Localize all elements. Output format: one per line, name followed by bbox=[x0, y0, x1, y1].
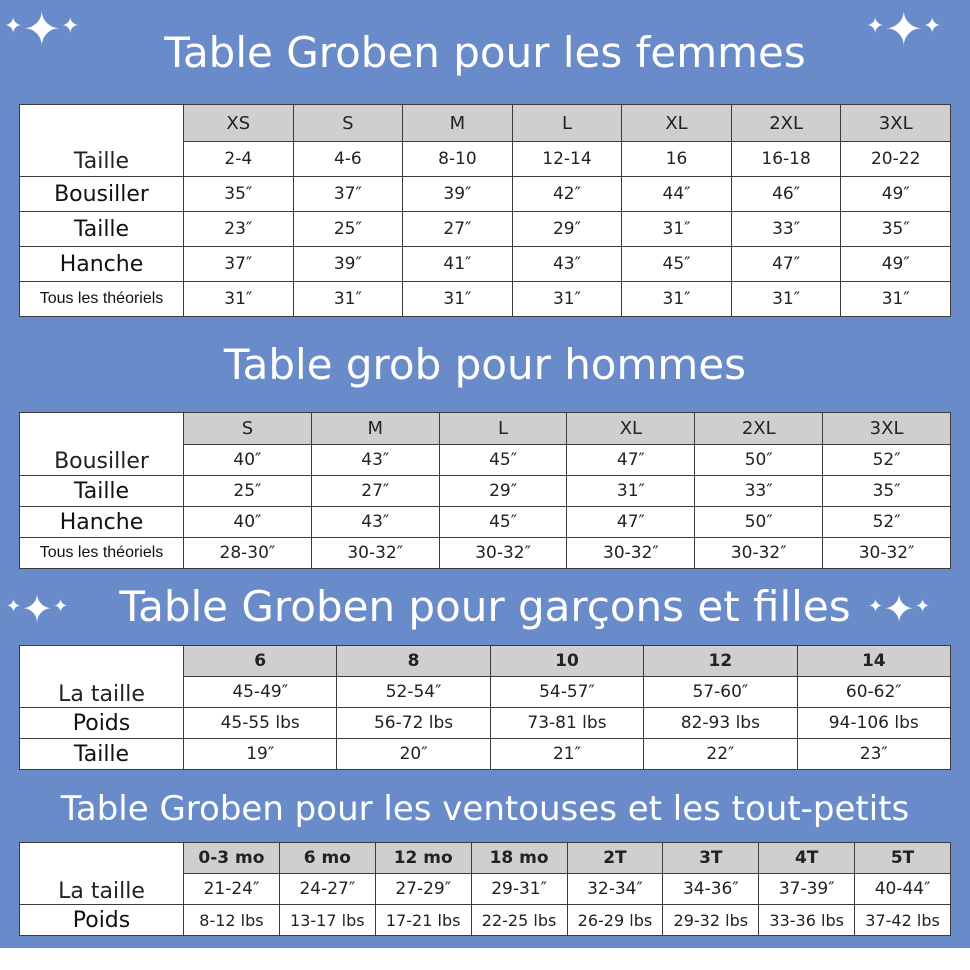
row-label: Taille bbox=[20, 105, 184, 177]
cell: 8-10 bbox=[403, 142, 513, 177]
row-label: Tous les théoriels bbox=[20, 538, 184, 569]
cell: 40-44″ bbox=[855, 874, 951, 905]
cell: 31″ bbox=[841, 282, 951, 317]
row-label: Poids bbox=[20, 708, 184, 739]
size-header: XL bbox=[622, 105, 732, 142]
table-row bbox=[20, 212, 951, 247]
table-row bbox=[20, 476, 951, 507]
cell: 40″ bbox=[184, 445, 312, 476]
size-header: XL bbox=[567, 413, 695, 445]
cell: 46″ bbox=[731, 177, 841, 212]
cell: 30-32″ bbox=[311, 538, 439, 569]
table-row bbox=[20, 538, 951, 569]
table-row bbox=[20, 507, 951, 538]
row-label: La taille bbox=[20, 843, 184, 905]
cell: 20-22 bbox=[841, 142, 951, 177]
cell: 52-54″ bbox=[337, 677, 490, 708]
cell: 42″ bbox=[512, 177, 622, 212]
cell: 34-36″ bbox=[663, 874, 759, 905]
cell: 43″ bbox=[311, 507, 439, 538]
cell: 39″ bbox=[403, 177, 513, 212]
cell: 23″ bbox=[184, 212, 294, 247]
size-header: 6 bbox=[184, 646, 337, 677]
cell: 56-72 lbs bbox=[337, 708, 490, 739]
cell: 39″ bbox=[293, 247, 403, 282]
cell: 30-32″ bbox=[695, 538, 823, 569]
cell: 60-62″ bbox=[797, 677, 950, 708]
cell: 2-4 bbox=[184, 142, 294, 177]
cell: 16-18 bbox=[731, 142, 841, 177]
size-header: 3XL bbox=[823, 413, 951, 445]
cell: 47″ bbox=[731, 247, 841, 282]
cell: 22-25 lbs bbox=[471, 905, 567, 936]
footer-strip bbox=[0, 948, 970, 970]
size-header: L bbox=[512, 105, 622, 142]
size-header: 5T bbox=[855, 843, 951, 874]
size-header: 6 mo bbox=[279, 843, 375, 874]
row-label: La taille bbox=[20, 646, 184, 708]
cell: 45-55 lbs bbox=[184, 708, 337, 739]
cell: 19″ bbox=[184, 739, 337, 770]
cell: 31″ bbox=[184, 282, 294, 317]
cell: 37″ bbox=[293, 177, 403, 212]
table-row bbox=[20, 177, 951, 212]
cell: 27″ bbox=[403, 212, 513, 247]
row-label: Bousiller bbox=[20, 413, 184, 476]
cell: 23″ bbox=[797, 739, 950, 770]
sparkle-icon: ✦ bbox=[4, 14, 23, 39]
size-header: 14 bbox=[797, 646, 950, 677]
men-size-table bbox=[19, 412, 951, 569]
table-row bbox=[20, 247, 951, 282]
sparkle-icon: ✦ bbox=[922, 14, 942, 39]
cell: 29-31″ bbox=[471, 874, 567, 905]
cell: 13-17 lbs bbox=[279, 905, 375, 936]
cell: 33″ bbox=[695, 476, 823, 507]
cell: 35″ bbox=[184, 177, 294, 212]
size-header: 2XL bbox=[731, 105, 841, 142]
cell: 32-34″ bbox=[567, 874, 663, 905]
cell: 26-29 lbs bbox=[567, 905, 663, 936]
size-header: 0-3 mo bbox=[184, 843, 280, 874]
women-header-row bbox=[20, 105, 951, 142]
cell: 31″ bbox=[512, 282, 622, 317]
size-header: 12 bbox=[644, 646, 797, 677]
cell: 33-36 lbs bbox=[759, 905, 855, 936]
cell: 31″ bbox=[403, 282, 513, 317]
cell: 29″ bbox=[512, 212, 622, 247]
cell: 22″ bbox=[644, 739, 797, 770]
sparkle-icon: ✦ bbox=[52, 596, 69, 617]
cell: 49″ bbox=[841, 247, 951, 282]
sparkle-icon: ✦ bbox=[22, 2, 61, 56]
row-label: Taille bbox=[20, 476, 184, 507]
cell: 31″ bbox=[731, 282, 841, 317]
sparkle-icon: ✦ bbox=[60, 14, 80, 39]
cell: 50″ bbox=[695, 507, 823, 538]
cell: 35″ bbox=[823, 476, 951, 507]
men-table-title: Table grob pour hommes bbox=[223, 340, 747, 389]
size-header: 3XL bbox=[841, 105, 951, 142]
table-row bbox=[20, 708, 951, 739]
size-header: L bbox=[439, 413, 567, 445]
cell: 35″ bbox=[841, 212, 951, 247]
sparkle-icon: ✦ bbox=[21, 587, 53, 631]
cell: 30-32″ bbox=[567, 538, 695, 569]
size-header: 3T bbox=[663, 843, 759, 874]
row-label: Bousiller bbox=[20, 177, 184, 212]
size-header: M bbox=[403, 105, 513, 142]
cell: 28-30″ bbox=[184, 538, 312, 569]
cell: 29-32 lbs bbox=[663, 905, 759, 936]
women-table-title: Table Groben pour les femmes bbox=[164, 28, 806, 77]
cell: 47″ bbox=[567, 445, 695, 476]
size-header: M bbox=[311, 413, 439, 445]
sparkle-icon: ✦ bbox=[868, 596, 884, 617]
cell: 37″ bbox=[184, 247, 294, 282]
cell: 20″ bbox=[337, 739, 490, 770]
sparkle-icon: ✦ bbox=[914, 596, 931, 617]
sparkle-icon: ✦ bbox=[884, 2, 923, 56]
size-header: S bbox=[293, 105, 403, 142]
size-header: 4T bbox=[759, 843, 855, 874]
toddlers-table-title: Table Groben pour les ventouses et les tout-petits bbox=[60, 789, 910, 829]
kids-header-row bbox=[20, 646, 951, 677]
cell: 43″ bbox=[512, 247, 622, 282]
cell: 43″ bbox=[311, 445, 439, 476]
row-label: Tous les théoriels bbox=[20, 282, 184, 317]
cell: 21″ bbox=[490, 739, 643, 770]
table-row bbox=[20, 282, 951, 317]
cell: 33″ bbox=[731, 212, 841, 247]
cell: 31″ bbox=[622, 212, 732, 247]
sparkle-icon: ✦ bbox=[6, 596, 22, 617]
cell: 44″ bbox=[622, 177, 732, 212]
table-row bbox=[20, 739, 951, 770]
cell: 29″ bbox=[439, 476, 567, 507]
cell: 45-49″ bbox=[184, 677, 337, 708]
cell: 49″ bbox=[841, 177, 951, 212]
cell: 31″ bbox=[293, 282, 403, 317]
size-header: 2XL bbox=[695, 413, 823, 445]
row-label: Taille bbox=[20, 739, 184, 770]
row-label: Hanche bbox=[20, 247, 184, 282]
cell: 50″ bbox=[695, 445, 823, 476]
kids-size-table bbox=[19, 645, 951, 770]
women-size-table bbox=[19, 104, 951, 317]
cell: 45″ bbox=[439, 507, 567, 538]
cell: 40″ bbox=[184, 507, 312, 538]
cell: 21-24″ bbox=[184, 874, 280, 905]
cell: 8-12 lbs bbox=[184, 905, 280, 936]
cell: 94-106 lbs bbox=[797, 708, 950, 739]
cell: 27-29″ bbox=[375, 874, 471, 905]
cell: 45″ bbox=[439, 445, 567, 476]
cell: 57-60″ bbox=[644, 677, 797, 708]
sparkle-icon: ✦ bbox=[883, 587, 915, 631]
cell: 25″ bbox=[293, 212, 403, 247]
size-header: XS bbox=[184, 105, 294, 142]
men-header-row bbox=[20, 413, 951, 445]
cell: 17-21 lbs bbox=[375, 905, 471, 936]
cell: 31″ bbox=[622, 282, 732, 317]
cell: 47″ bbox=[567, 507, 695, 538]
cell: 31″ bbox=[567, 476, 695, 507]
toddlers-header-row bbox=[20, 843, 951, 874]
kids-table-title: Table Groben pour garçons et filles bbox=[119, 582, 851, 631]
size-header: 8 bbox=[337, 646, 490, 677]
cell: 52″ bbox=[823, 445, 951, 476]
cell: 12-14 bbox=[512, 142, 622, 177]
cell: 16 bbox=[622, 142, 732, 177]
table-row bbox=[20, 905, 951, 936]
cell: 37-39″ bbox=[759, 874, 855, 905]
size-header: 12 mo bbox=[375, 843, 471, 874]
cell: 54-57″ bbox=[490, 677, 643, 708]
cell: 73-81 lbs bbox=[490, 708, 643, 739]
cell: 25″ bbox=[184, 476, 312, 507]
row-label: Taille bbox=[20, 212, 184, 247]
cell: 4-6 bbox=[293, 142, 403, 177]
size-header: 2T bbox=[567, 843, 663, 874]
size-header: S bbox=[184, 413, 312, 445]
cell: 45″ bbox=[622, 247, 732, 282]
cell: 82-93 lbs bbox=[644, 708, 797, 739]
sparkle-icon: ✦ bbox=[866, 14, 885, 39]
row-label: Hanche bbox=[20, 507, 184, 538]
cell: 27″ bbox=[311, 476, 439, 507]
cell: 30-32″ bbox=[823, 538, 951, 569]
cell: 24-27″ bbox=[279, 874, 375, 905]
cell: 37-42 lbs bbox=[855, 905, 951, 936]
row-label: Poids bbox=[20, 905, 184, 936]
cell: 41″ bbox=[403, 247, 513, 282]
toddlers-size-table bbox=[19, 842, 951, 936]
size-header: 10 bbox=[490, 646, 643, 677]
cell: 30-32″ bbox=[439, 538, 567, 569]
size-header: 18 mo bbox=[471, 843, 567, 874]
cell: 52″ bbox=[823, 507, 951, 538]
